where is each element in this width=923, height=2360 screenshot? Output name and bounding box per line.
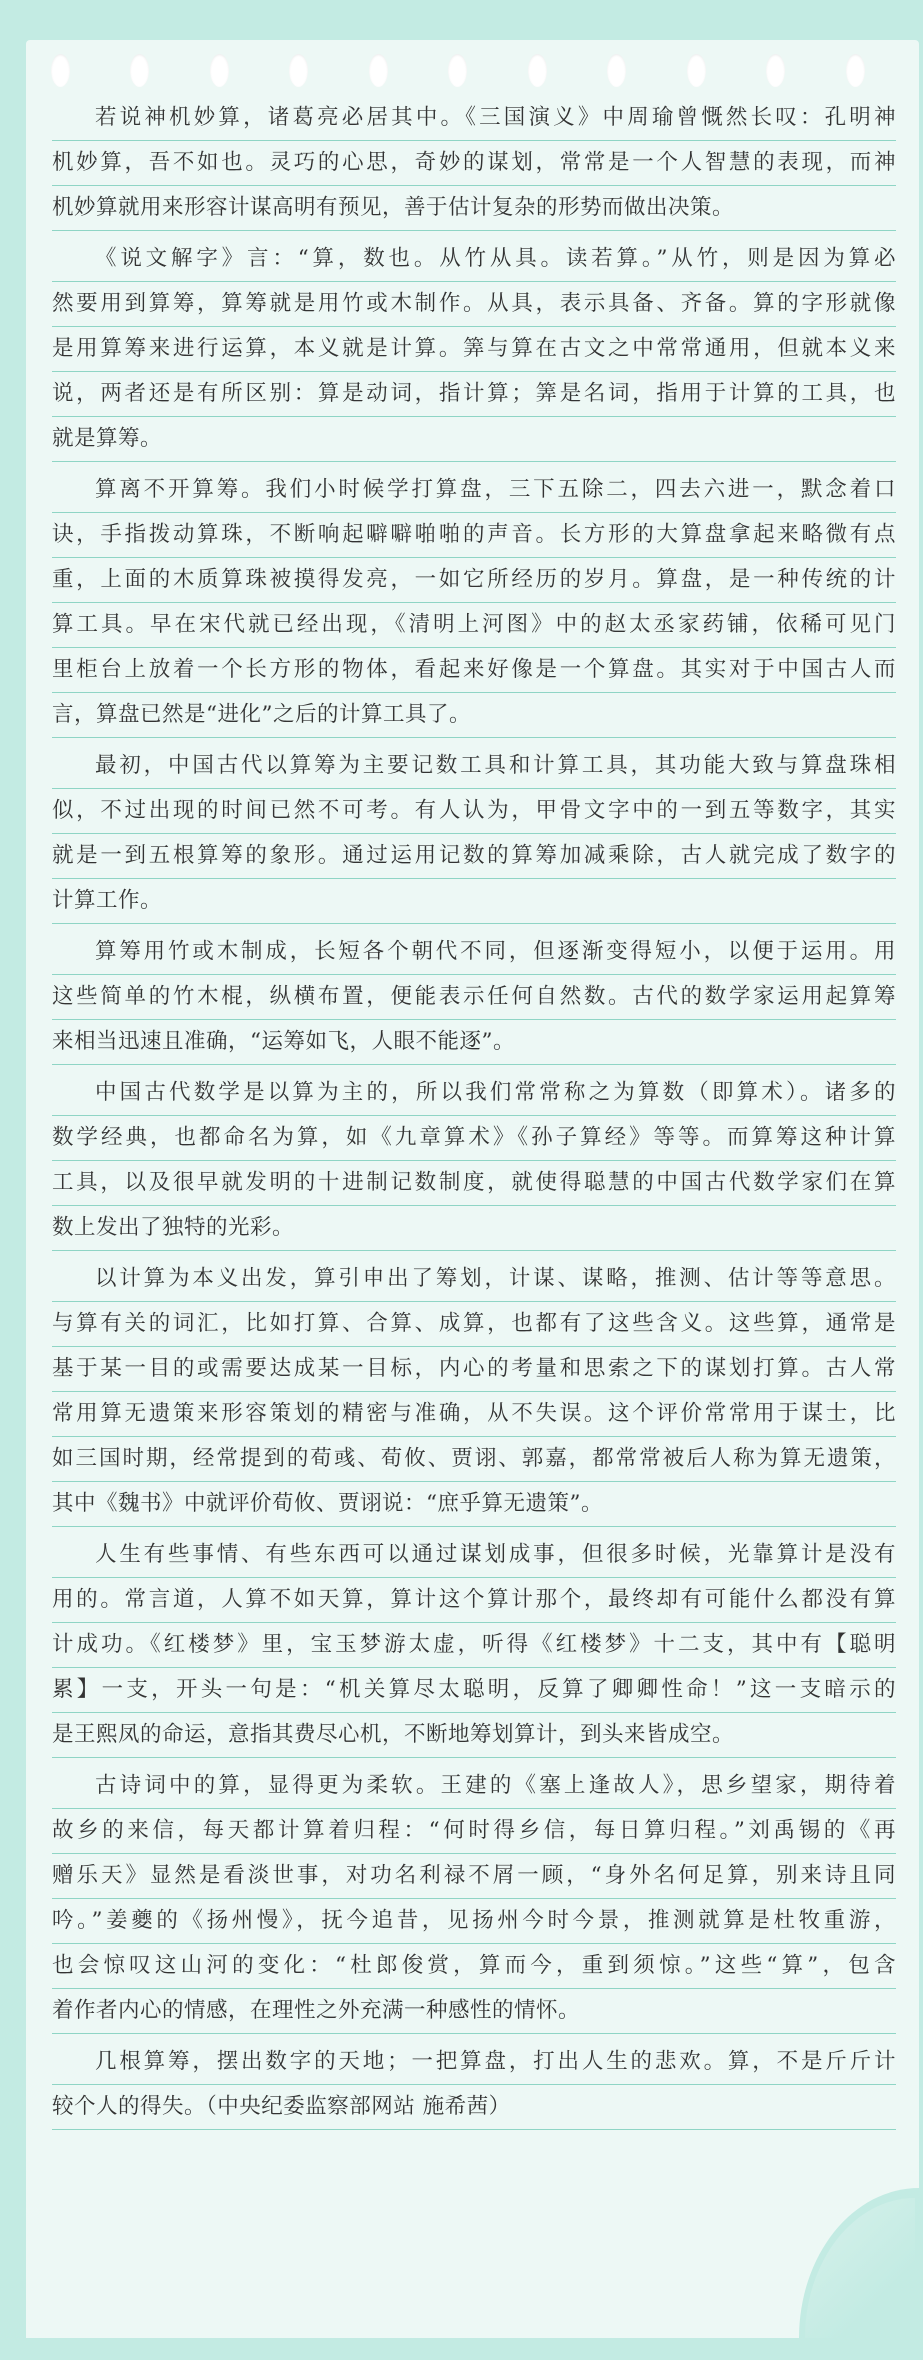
paragraph <box>52 930 896 1065</box>
text-line: 算工具。早在宋代就已经出现，《清明上河图》中的赵太丞家药铺，依稀可见门 <box>52 603 896 648</box>
text-line: 机妙算，吾不如也。灵巧的心思，奇妙的谋划，常常是一个人智慧的表现，而神 <box>52 141 896 186</box>
binding-hole <box>846 54 865 87</box>
text-line: 工具，以及很早就发明的十进制记数制度，就使得聪慧的中国古代数学家们在算 <box>52 1161 896 1206</box>
text-line: 常用算无遗策来形容策划的精密与准确，从不失误。这个评价常常用于谋士，比 <box>52 1392 896 1437</box>
text-line: 里柜台上放着一个长方形的物体，看起来好像是一个算盘。其实对于中国古人而 <box>52 648 896 693</box>
text-line: 来相当迅速且准确，“运筹如飞，人眼不能逐”。 <box>52 1020 896 1065</box>
text-line: 算筹用竹或木制成，长短各个朝代不同，但逐渐变得短小，以便于运用。用 <box>52 930 896 975</box>
text-line: 赠乐天》显然是看淡世事，对功名利禄不屑一顾，“身外名何足算，别来诗且同 <box>52 1854 896 1899</box>
binding-hole <box>130 54 149 87</box>
paragraph <box>52 1071 896 1251</box>
text-line: 重，上面的木质算珠被摸得发亮，一如它所经历的岁月。算盘，是一种传统的计 <box>52 558 896 603</box>
paragraph <box>52 744 896 924</box>
text-line: 与算有关的词汇，比如打算、合算、成算，也都有了这些含义。这些算，通常是 <box>52 1302 896 1347</box>
paragraph <box>52 96 896 231</box>
text-line: 是王熙凤的命运，意指其费尽心机，不断地筹划算计，到头来皆成空。 <box>52 1713 896 1758</box>
text-line: 也会惊叹这山河的变化：“杜郎俊赏，算而今，重到须惊。”这些“算”，包含 <box>52 1944 896 1989</box>
text-line: 言，算盘已然是“进化”之后的计算工具了。 <box>52 693 896 738</box>
text-line: 计算工作。 <box>52 879 896 924</box>
binding-hole <box>687 54 706 87</box>
text-line: 较个人的得失。（中央纪委监察部网站 施希茜） <box>52 2085 896 2130</box>
article-body <box>52 96 896 2136</box>
text-line: 诀，手指拨动算珠，不断响起噼噼啪啪的声音。长方形的大算盘拿起来略微有点 <box>52 513 896 558</box>
binding-hole <box>607 54 626 87</box>
text-line: 这些简单的竹木棍，纵横布置，便能表示任何自然数。古代的数学家运用起算筹 <box>52 975 896 1020</box>
paragraph <box>52 1764 896 2034</box>
binding-hole <box>210 54 229 87</box>
binding-hole <box>766 54 785 87</box>
text-line: 说，两者还是有所区别：算是动词，指计算；筭是名词，指用于计算的工具，也 <box>52 372 896 417</box>
text-line: 累】一支，开头一句是：“机关算尽太聪明，反算了卿卿性命！”这一支暗示的 <box>52 1668 896 1713</box>
text-line: 就是算筹。 <box>52 417 896 462</box>
binding-hole <box>448 54 467 87</box>
text-line: 其中《魏书》中就评价荀攸、贾诩说：“庶乎算无遗策”。 <box>52 1482 896 1527</box>
text-line: 然要用到算筹，算筹就是用竹或木制作。从具，表示具备、齐备。算的字形就像 <box>52 282 896 327</box>
text-line: 计成功。《红楼梦》里，宝玉梦游太虚，听得《红楼梦》十二支，其中有【聪明 <box>52 1623 896 1668</box>
text-line: 机妙算就用来形容计谋高明有预见，善于估计复杂的形势而做出决策。 <box>52 186 896 231</box>
binding-hole <box>528 54 547 87</box>
text-line: 如三国时期，经常提到的荀彧、荀攸、贾诩、郭嘉，都常常被后人称为算无遗策， <box>52 1437 896 1482</box>
page-curl-shade <box>805 2198 915 2338</box>
text-line: 中国古代数学是以算为主的，所以我们常常称之为算数（即算术）。诸多的 <box>52 1071 896 1116</box>
text-line: 古诗词中的算，显得更为柔软。王建的《塞上逢故人》，思乡望家，期待着 <box>52 1764 896 1809</box>
text-line: 几根算筹，摆出数字的天地；一把算盘，打出人生的悲欢。算，不是斤斤计 <box>52 2040 896 2085</box>
text-line: 《说文解字》言：“算，数也。从竹从具。读若算。”从竹，则是因为算必 <box>52 237 896 282</box>
text-line: 人生有些事情、有些东西可以通过谋划成事，但很多时候，光靠算计是没有 <box>52 1533 896 1578</box>
text-line: 基于某一目的或需要达成某一目标，内心的考量和思索之下的谋划打算。古人常 <box>52 1347 896 1392</box>
paragraph <box>52 468 896 738</box>
binding-holes <box>26 54 919 94</box>
text-line: 着作者内心的情感，在理性之外充满一种感性的情怀。 <box>52 1989 896 2034</box>
paragraph <box>52 2040 896 2130</box>
text-line: 就是一到五根算筹的象形。通过运用记数的算筹加减乘除，古人就完成了数字的 <box>52 834 896 879</box>
text-line: 若说神机妙算，诸葛亮必居其中。《三国演义》中周瑜曾慨然长叹：孔明神 <box>52 96 896 141</box>
paragraph <box>52 237 896 462</box>
text-line: 吟。”姜夔的《扬州慢》，抚今追昔，见扬州今时今景，推测就算是杜牧重游， <box>52 1899 896 1944</box>
text-line: 算离不开算筹。我们小时候学打算盘，三下五除二，四去六进一，默念着口 <box>52 468 896 513</box>
text-line: 似，不过出现的时间已然不可考。有人认为，甲骨文字中的一到五等数字，其实 <box>52 789 896 834</box>
notepad-page <box>26 40 919 2338</box>
text-line: 数学经典，也都命名为算，如《九章算术》《孙子算经》等等。而算筹这种计算 <box>52 1116 896 1161</box>
binding-hole <box>51 54 70 87</box>
text-line: 故乡的来信，每天都计算着归程：“何时得乡信，每日算归程。”刘禹锡的《再 <box>52 1809 896 1854</box>
paragraph <box>52 1533 896 1758</box>
paragraph <box>52 1257 896 1527</box>
text-line: 以计算为本义出发，算引申出了筹划，计谋、谋略，推测、估计等等意思。 <box>52 1257 896 1302</box>
binding-hole <box>369 54 388 87</box>
text-line: 用的。常言道，人算不如天算，算计这个算计那个，最终却有可能什么都没有算 <box>52 1578 896 1623</box>
text-line: 最初，中国古代以算筹为主要记数工具和计算工具，其功能大致与算盘珠相 <box>52 744 896 789</box>
text-line: 是用算筹来进行运算，本义就是计算。筭与算在古文之中常常通用，但就本义来 <box>52 327 896 372</box>
binding-hole <box>289 54 308 87</box>
text-line: 数上发出了独特的光彩。 <box>52 1206 896 1251</box>
